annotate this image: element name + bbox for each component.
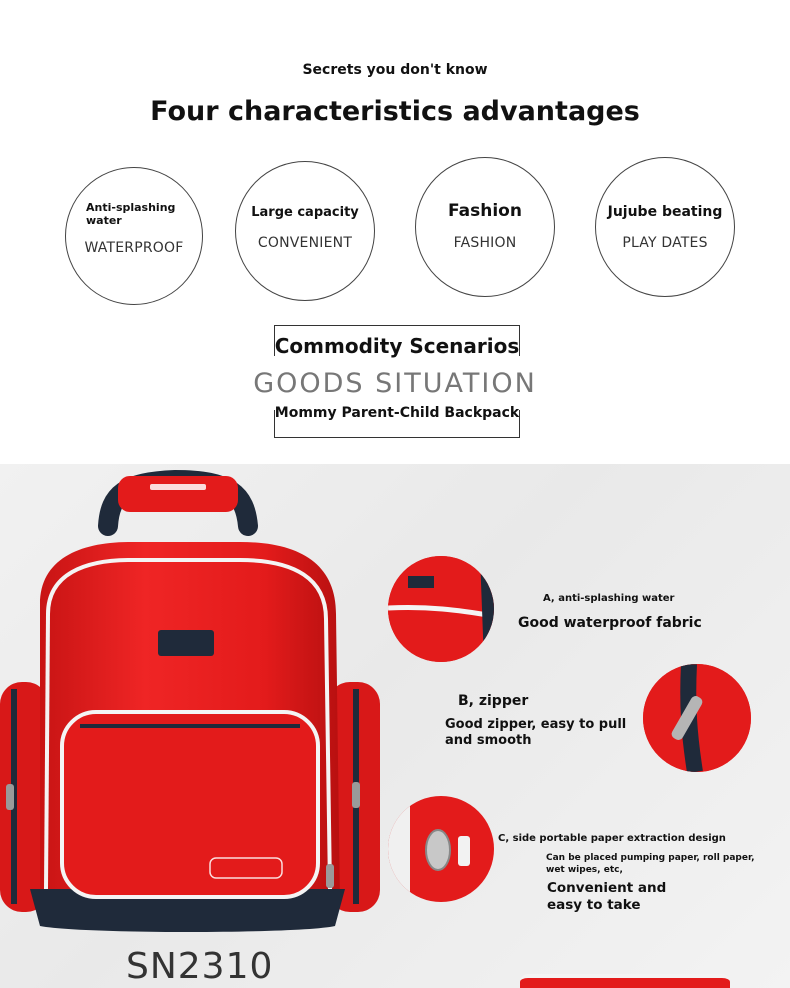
section-kicker: Secrets you don't know: [302, 62, 488, 78]
zipper-closeup-image: [643, 664, 751, 772]
characteristic-convenient: [235, 161, 375, 301]
characteristic-play-dates: [595, 157, 735, 297]
feature-a-heading: A, anti-splashing water: [543, 593, 675, 604]
characteristic-sub: WATERPROOF: [84, 240, 184, 256]
scenarios-subtitle: GOODS SITUATION: [253, 368, 537, 399]
feature-thumb-zipper: [643, 664, 751, 772]
fabric-closeup-image: [388, 556, 494, 662]
characteristic-label: Anti-splashing water: [86, 201, 176, 227]
scenarios-caption: Mommy Parent-Child Backpack: [274, 405, 520, 421]
feature-a-body: Good waterproof fabric: [518, 615, 702, 631]
characteristic-fashion: [415, 157, 555, 297]
feature-thumb-side-pocket: [388, 796, 494, 902]
characteristic-label: Jujube beating: [607, 204, 723, 220]
characteristic-sub: FASHION: [453, 235, 517, 251]
product-photo: [0, 464, 790, 988]
feature-thumb-fabric: [388, 556, 494, 662]
characteristic-waterproof: [65, 167, 203, 305]
scenarios-title: Commodity Scenarios: [274, 334, 520, 358]
feature-b-heading: B, zipper: [458, 693, 529, 709]
characteristic-sub: PLAY DATES: [622, 235, 708, 251]
next-backpack-partial: [520, 974, 730, 988]
feature-c-heading: C, side portable paper extraction design: [498, 833, 726, 844]
side-pocket-closeup-image: [388, 796, 494, 902]
feature-c-body: Can be placed pumping paper, roll paper, wet wipes, etc,: [546, 853, 755, 875]
product-model: SN2310: [126, 946, 274, 987]
characteristic-sub: CONVENIENT: [257, 235, 353, 251]
backpack-image: [0, 464, 400, 988]
feature-b-body: Good zipper, easy to pull and smooth: [445, 717, 627, 748]
characteristic-label: Fashion: [448, 201, 522, 221]
characteristic-label: Large capacity: [251, 205, 359, 220]
section-title: Four characteristics advantages: [150, 96, 640, 127]
feature-c-extra: Convenient and easy to take: [547, 880, 667, 913]
